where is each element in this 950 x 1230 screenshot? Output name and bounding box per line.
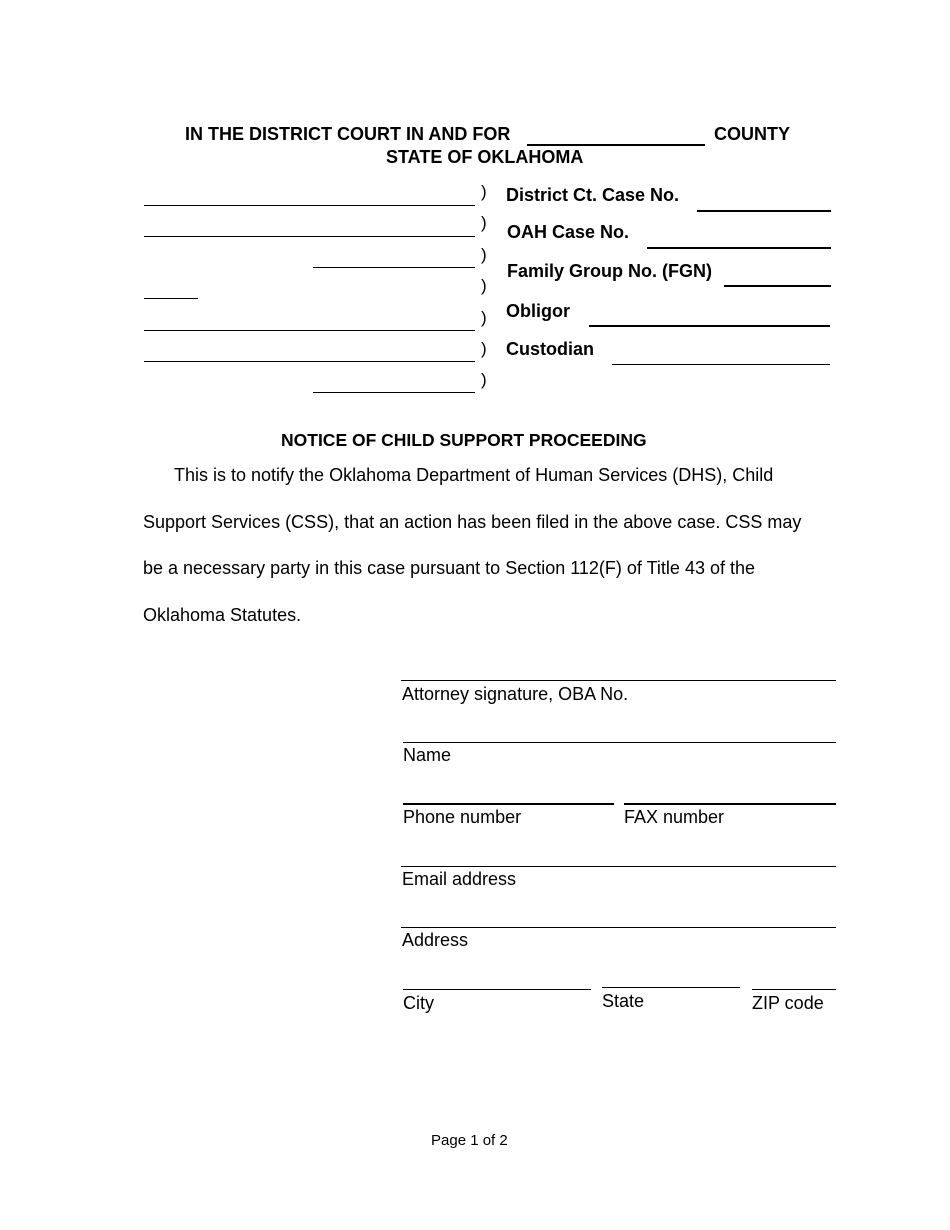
caption-paren: ) [481, 308, 487, 327]
caption-paren: ) [481, 276, 487, 295]
caption-paren: ) [481, 213, 487, 232]
caption-paren: ) [481, 370, 487, 389]
family-group-no-label: Family Group No. (FGN) [507, 261, 712, 281]
county-blank [527, 144, 705, 146]
caption-blank-3 [313, 267, 475, 268]
oah-case-no-label: OAH Case No. [507, 222, 630, 242]
district-case-no-label: District Ct. Case No. [506, 185, 680, 205]
email-label: Email address [402, 869, 517, 889]
attorney-signature-label: Attorney signature, OBA No. [402, 684, 629, 704]
oah-case-no-field[interactable] [647, 247, 831, 249]
zip-label: ZIP code [752, 993, 824, 1013]
notice-title: NOTICE OF CHILD SUPPORT PROCEEDING [281, 430, 647, 450]
court-header-county: COUNTY [714, 124, 790, 144]
address-line[interactable] [401, 927, 836, 928]
notice-line: Support Services (CSS), that an action has been filed in the above case. CSS may [143, 512, 802, 532]
caption-blank-7 [313, 392, 475, 393]
page-number: Page 1 of 2 [431, 1132, 508, 1149]
caption-paren: ) [481, 182, 487, 201]
address-label: Address [402, 930, 469, 950]
caption-blank-2 [144, 236, 475, 237]
custodian-label: Custodian [506, 339, 594, 359]
notice-line: be a necessary party in this case pursuant to Section 112(F) of Title 43 of the [143, 558, 755, 578]
caption-blank-4 [144, 298, 198, 299]
obligor-label: Obligor [506, 301, 570, 321]
obligor-field[interactable] [589, 325, 830, 327]
name-label: Name [403, 745, 452, 765]
caption-blank-6 [144, 361, 475, 362]
name-line[interactable] [403, 742, 836, 743]
fax-label: FAX number [624, 807, 725, 827]
court-header-prefix: IN THE DISTRICT COURT IN AND FOR [185, 124, 511, 144]
court-header-state: STATE OF OKLAHOMA [386, 147, 584, 167]
custodian-field[interactable] [612, 364, 830, 365]
notice-line: Oklahoma Statutes. [143, 605, 302, 625]
family-group-no-field[interactable] [724, 285, 831, 287]
caption-paren: ) [481, 245, 487, 264]
phone-label: Phone number [403, 807, 522, 827]
city-label: City [403, 993, 434, 1013]
state-line[interactable] [602, 987, 740, 988]
caption-paren: ) [481, 339, 487, 358]
fax-line[interactable] [624, 803, 836, 805]
phone-line[interactable] [403, 803, 614, 805]
notice-line: This is to notify the Oklahoma Department of Human Services (DHS), Child [174, 465, 774, 485]
caption-blank-1 [144, 205, 475, 206]
zip-line[interactable] [752, 989, 836, 990]
state-label: State [602, 991, 645, 1011]
city-line[interactable] [403, 989, 591, 990]
attorney-signature-line[interactable] [401, 680, 836, 681]
caption-blank-5 [144, 330, 475, 331]
email-line[interactable] [401, 866, 836, 867]
district-case-no-field[interactable] [697, 210, 831, 212]
